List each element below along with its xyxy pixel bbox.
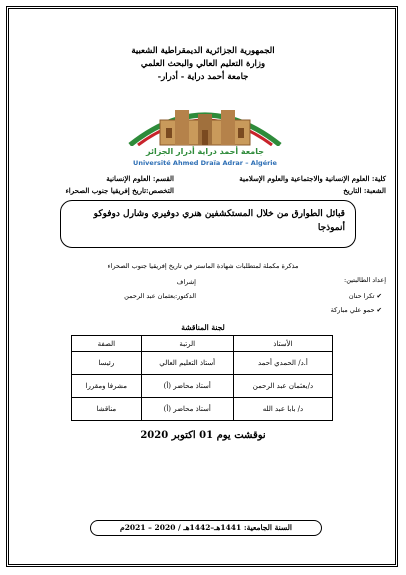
defense-date: نوقشت يوم 01 اكتوبر 2020 (140, 430, 266, 441)
supervisor-label: إشراف (176, 278, 196, 286)
faculty-label: كلية: العلوم الإنسانية والاجتماعية والعلوم الإسلامية (239, 174, 386, 183)
header-university: جامعة أحمد دراية - أدرار- (157, 72, 249, 82)
committee-table (71, 335, 333, 421)
table-row (72, 398, 333, 421)
logo-latin-text: Université Ahmed Draïa Adrar – Algérie (133, 159, 277, 167)
thesis-subtitle: مذكرة مكملة لمتطلبات شهادة الماستر في تاريخ إفريقيا جنوب الصحراء (107, 262, 299, 270)
student-name: تكرا حنان (348, 292, 375, 300)
student-name: حمو علي مباركة (330, 306, 375, 314)
thesis-title-box (60, 200, 356, 248)
table-row (72, 352, 333, 375)
table-header-row (72, 336, 333, 352)
thesis-title-line1: قبائل الطوارق من خلال المستكشفين هنري دوفيري وشارل دوفوكو (93, 209, 345, 219)
table-cell: أستاذ محاضر (أ) (141, 375, 233, 398)
column-header: الصفة (72, 336, 142, 352)
branch-label: الشعبة: التاريخ (343, 186, 386, 195)
logo-arabic-text: جامعة أحمد دراية أدرار الجزائر (145, 147, 265, 156)
table-cell: أ.د/ الحمدي أحمد (233, 352, 332, 375)
check-icon: ✔ (376, 292, 382, 300)
table-cell: أستاذ التعليم العالي (141, 352, 233, 375)
thesis-title-line2: أنموذجا (317, 223, 345, 233)
table-cell: د/بعثمان عبد الرحمن (233, 375, 332, 398)
table-cell: رئيسا (72, 352, 142, 375)
academic-year: السنة الجامعية: 1441هـ–1442هـ / 2020 – 2021م (90, 520, 322, 536)
check-icon: ✔ (376, 306, 382, 314)
table-cell: مشرفا ومقررا (72, 375, 142, 398)
column-header: الرتبة (141, 336, 233, 352)
table-row (72, 375, 333, 398)
header-ministry: وزارة التعليم العالي والبحث العلمي (140, 59, 266, 69)
student-item (349, 292, 382, 300)
table-cell: أستاذ محاضر (أ) (141, 398, 233, 421)
header-republic: الجمهورية الجزائرية الديمقراطية الشعبية (131, 46, 275, 56)
table-cell: مناقشا (72, 398, 142, 421)
department-label: القسم: العلوم الإنسانية (106, 174, 174, 183)
student-item (331, 306, 382, 314)
specialty-label: التخصص:تاريخ إفريقيا جنوب الصحراء (65, 186, 174, 195)
committee-title: لجنة المناقشة (181, 323, 225, 332)
column-header: الأستاذ (233, 336, 332, 352)
table-cell: د/ بابا عبد الله (233, 398, 332, 421)
students-label: إعداد الطالبتين: (344, 276, 386, 284)
supervisor-name: الدكتور:بعثمان عبد الرحمن (124, 292, 196, 300)
university-logo (120, 90, 290, 170)
